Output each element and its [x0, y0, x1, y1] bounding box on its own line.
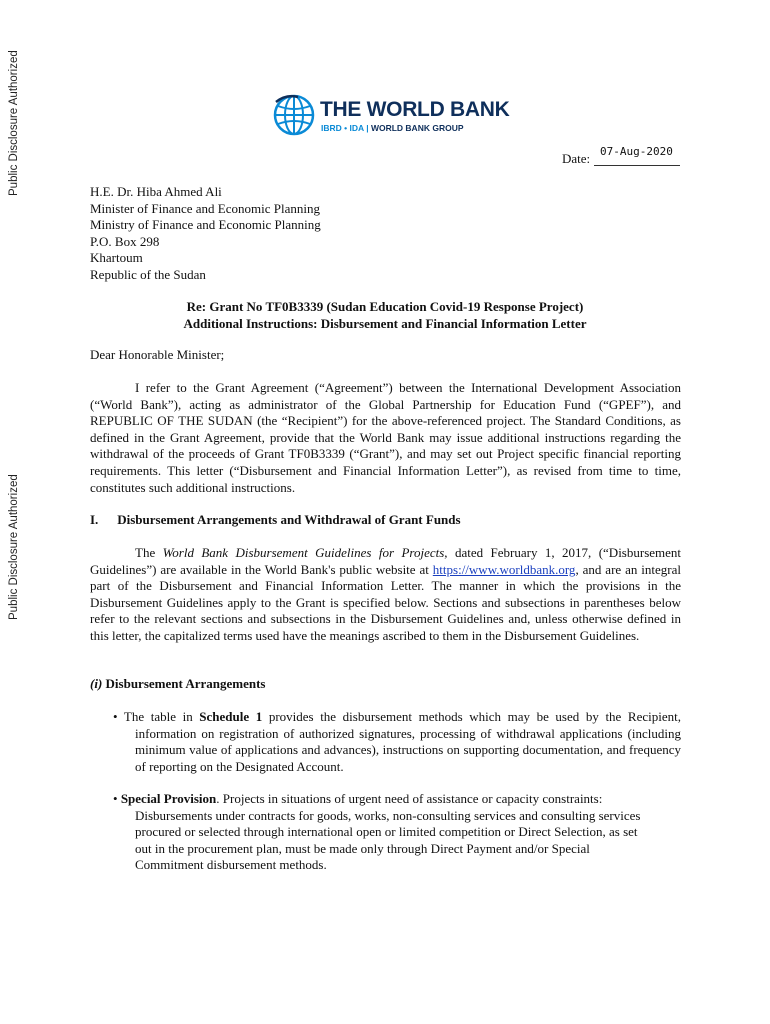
bullet-text	[113, 709, 681, 775]
address-line: Minister of Finance and Economic Planning	[90, 200, 320, 216]
bullet-line: Disbursements under contracts for goods, works, non-consulting services and consulting services	[135, 807, 641, 823]
section-title: Disbursement Arrangements and Withdrawal of Grant Funds	[117, 512, 461, 527]
date-value: 07-Aug-2020	[600, 145, 673, 158]
section-number: I.	[90, 512, 99, 527]
address-line: Khartoum	[90, 250, 143, 266]
bullet-line: Commitment disbursement methods.	[135, 857, 327, 873]
subsection-title: Disbursement Arrangements	[105, 676, 266, 691]
paragraph-guidelines	[90, 545, 681, 645]
bullet-item-special-provision	[113, 791, 681, 874]
side-note-middle	[8, 440, 22, 620]
bullet-item-schedule	[113, 709, 681, 775]
logo-group: WORLD BANK GROUP	[370, 123, 464, 133]
schedule-ref: Schedule 1	[199, 709, 263, 724]
address-line: P.O. Box 298	[90, 233, 160, 249]
subject-line-1: Re: Grant No TF0B3339 (Sudan Education Covid-19 Response Project)	[186, 299, 584, 314]
bullet-line: procured or selected through international open or limited competition or Direct Selection, as set	[135, 824, 638, 840]
text-run: , and are an integral part of the Disbursement and Financial Information Letter. The manner in which the provisions in the Disbursement Guidelines apply to the Grant is specified below. Sections and subsections in parentheses below refer to the relevant sections and subsections in the Disbursement Guidelines and, unless otherwise defined in this letter, the capitalized terms used have the meanings ascribed to them in the Disbursement Guidelines.	[90, 561, 681, 643]
section-heading-1	[90, 512, 681, 529]
logo-wordmark: THE WORLD BANK	[320, 98, 510, 121]
subject-line-2: Additional Instructions: Disbursement and Financial Information Letter	[183, 315, 587, 331]
bullet-text	[113, 791, 681, 808]
bullet-icon: •	[113, 791, 118, 806]
worldbank-website-link[interactable]: https://www.worldbank.org	[432, 561, 576, 577]
subsection-heading-i	[90, 676, 681, 693]
special-provision-label: Special Provision	[120, 791, 217, 806]
address-line: Ministry of Finance and Economic Planning	[90, 217, 321, 233]
globe-icon	[272, 92, 316, 138]
subsection-number: (i)	[90, 676, 103, 691]
text-run: . Projects in situations of urgent need of assistance or capacity constraints:	[216, 791, 603, 806]
logo-ibrd-ida: IBRD • IDA	[321, 123, 364, 133]
text-run: The table in	[123, 709, 200, 724]
world-bank-logo	[272, 92, 512, 142]
text-run: The	[135, 545, 163, 560]
side-note-middle-text: Public Disclosure Authorized	[8, 474, 20, 620]
address-line: H.E. Dr. Hiba Ahmed Ali	[90, 184, 222, 199]
bullet-line: out in the procurement plan, must be made only through Direct Payment and/or Special	[135, 840, 590, 856]
address-line: Republic of the Sudan	[90, 266, 206, 282]
recipient-address	[90, 184, 321, 284]
date-underline	[594, 165, 680, 166]
logo-subline	[321, 123, 464, 133]
text-run: , dated February 1, 2017, (“Disbursement Guidelines”) are available in the World Bank's public website at	[90, 545, 682, 577]
date-label: Date:	[562, 151, 591, 166]
subject-heading	[90, 299, 680, 332]
side-note-top-text: Public Disclosure Authorized	[8, 50, 20, 196]
guidelines-title: World Bank Disbursement Guidelines for Projects	[162, 545, 445, 560]
logo-separator: |	[366, 123, 369, 133]
salutation: Dear Honorable Minister;	[90, 347, 225, 362]
paragraph-intro: I refer to the Grant Agreement (“Agreement”) between the International Development Association (“World Bank”), acting as administrator of the Global Partnership for Education Fund (“GPEF”), and REPUBLIC OF THE SUDAN (the “Recipient”) for the above-referenced project. The Standard Conditions, as defined in the Grant Agreement, provide that the World Bank may issue additional instructions regarding the withdrawal of the proceeds of Grant TF0B3339 (“Grant”), and may set out Project specific financial reporting requirements. This letter (“Disbursement and Financial Information Letter”), as revised from time to time, constitutes such additional instructions.	[90, 380, 681, 495]
side-note-top	[8, 0, 22, 200]
bullet-icon: •	[113, 709, 118, 724]
date-field	[562, 147, 682, 171]
text-run: provides the disbursement methods which may be used by the Recipient, information on registration of authorized signatures, processing of withdrawal applications (including minimum value of applications and advances), instructions on supporting documentation, and frequency of reporting on the Designated Account.	[135, 709, 681, 774]
